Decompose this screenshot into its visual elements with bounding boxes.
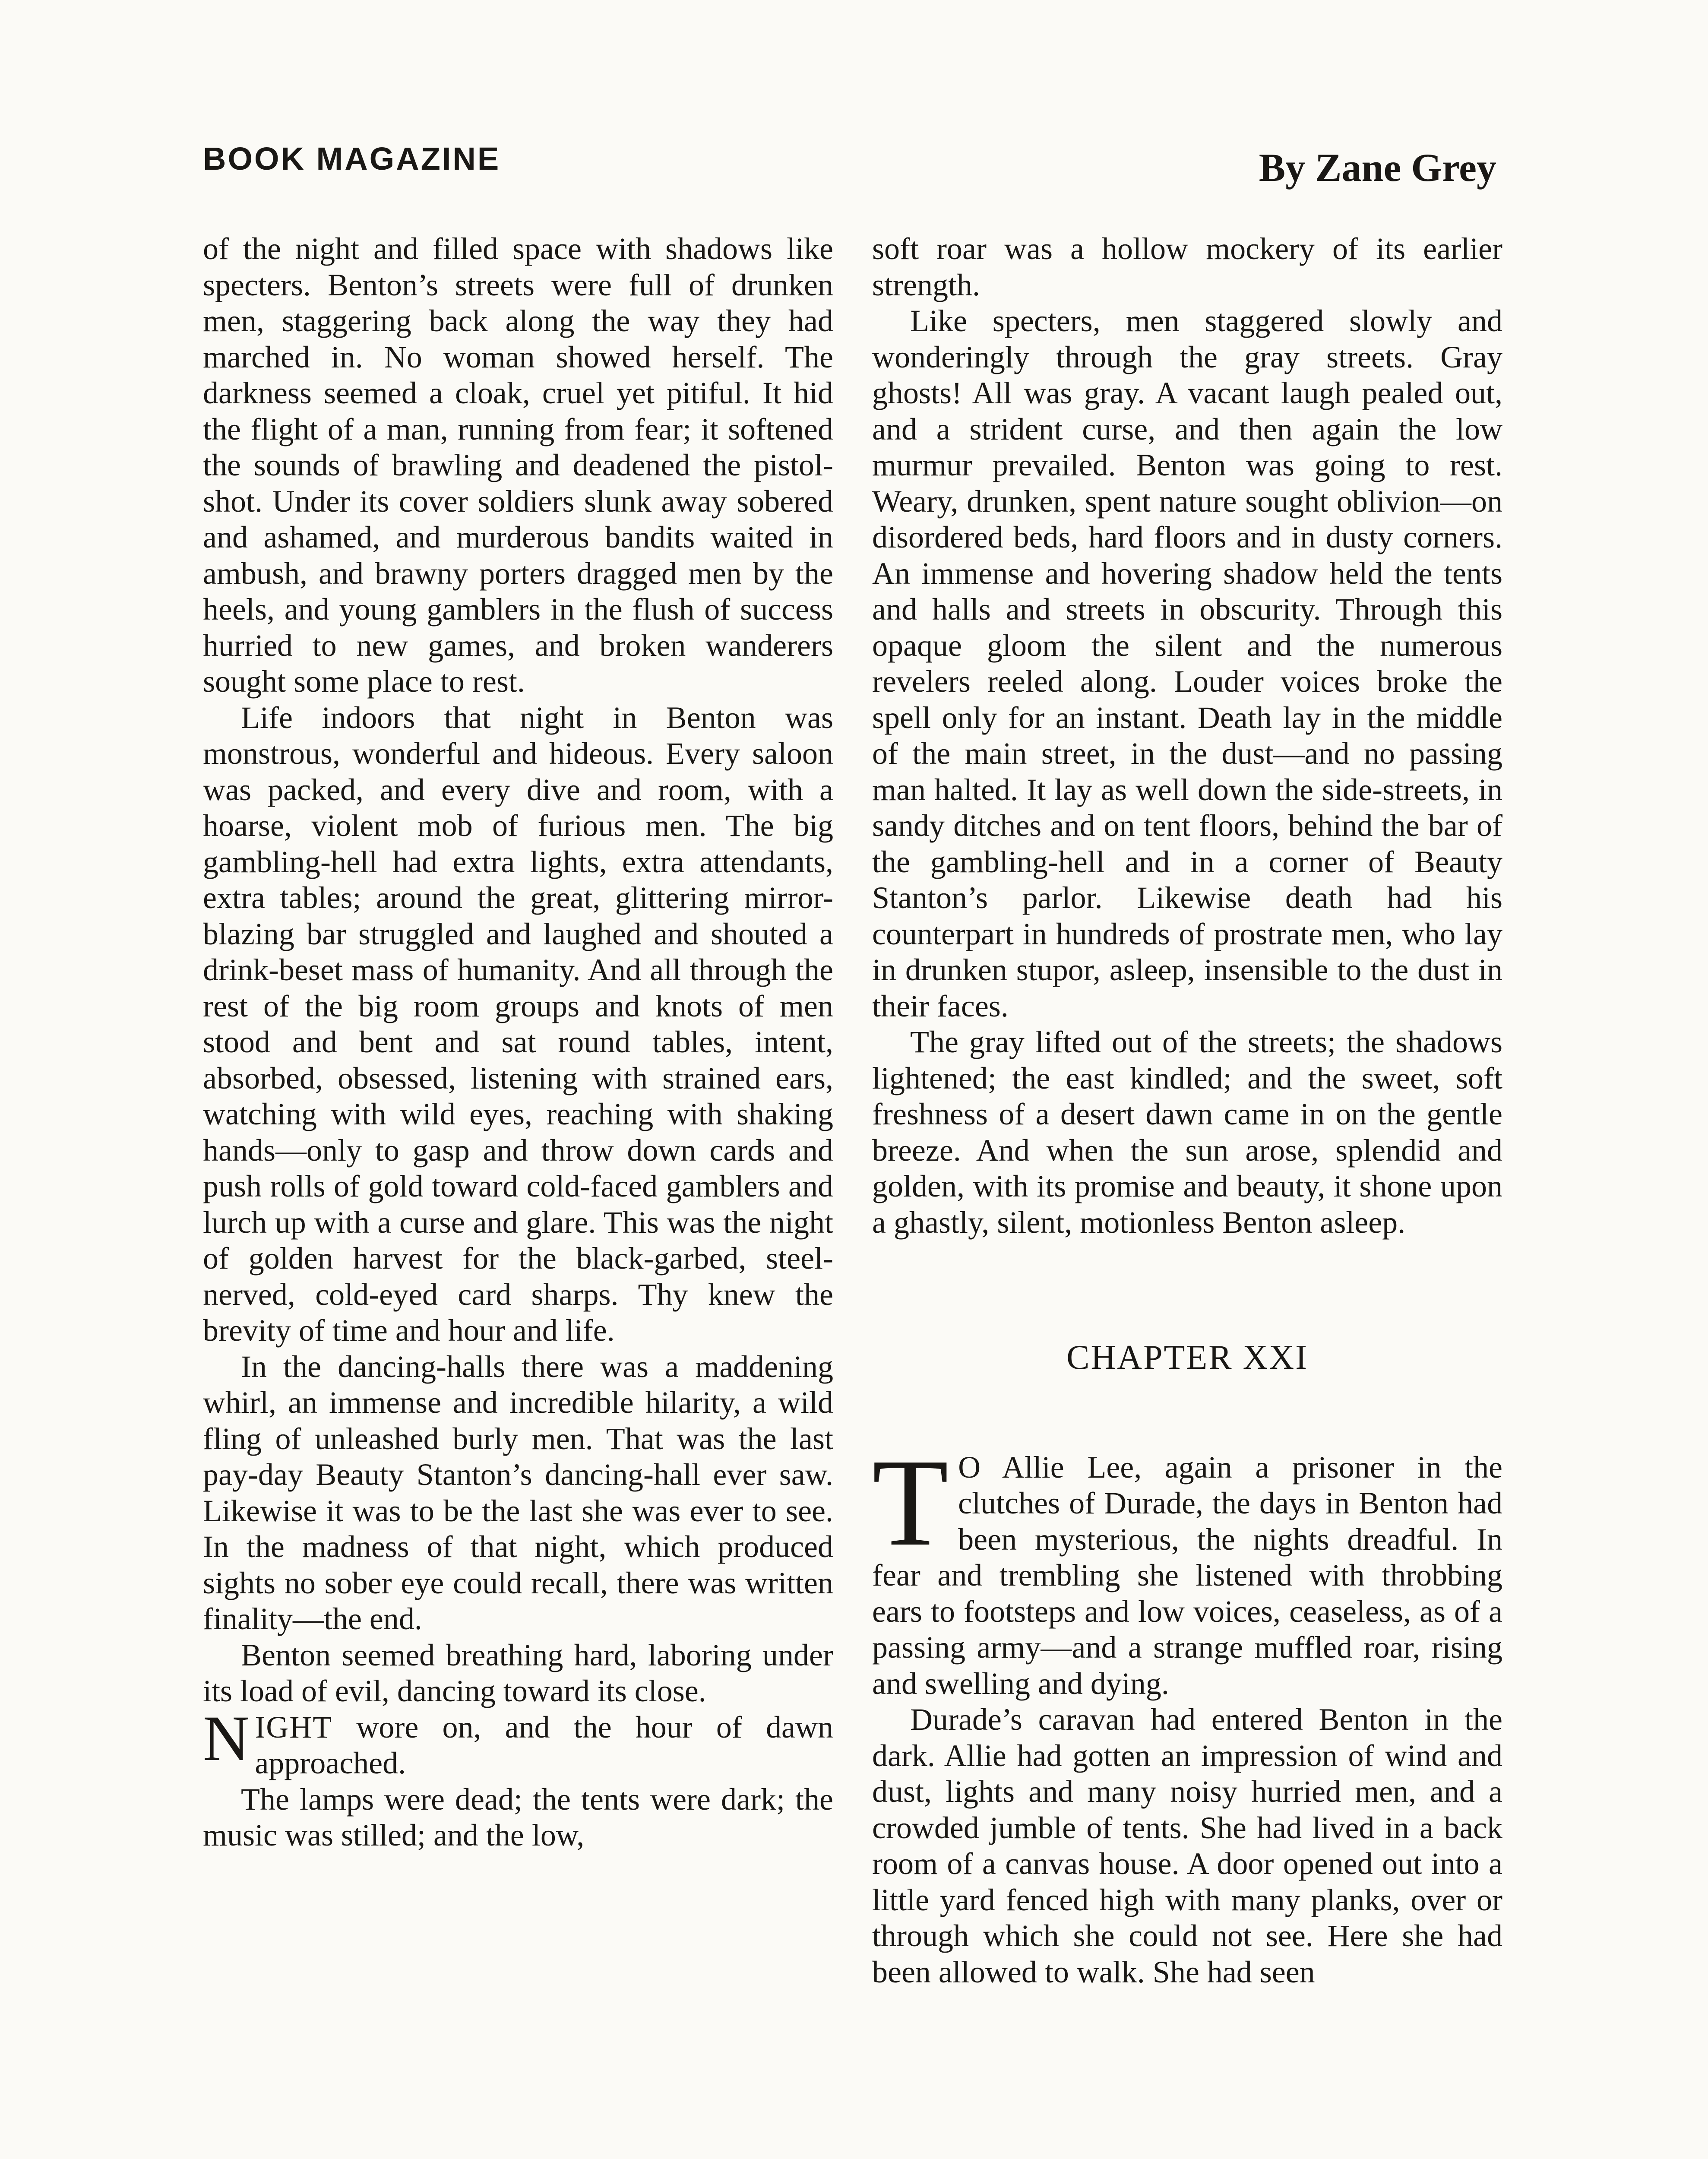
chapter-opening-paragraph xyxy=(872,1433,1502,1702)
right-column xyxy=(872,231,1502,1990)
drop-cap: T xyxy=(872,1433,949,1572)
paragraph: Like specters, men staggered slowly and wonderingly through the gray streets. Gray ghosts! All was gray. A vacant laugh pealed out, and a strident curse, and then again the low murmur prevailed. Benton was going to rest. Weary, drunken, spent nature sought oblivion—on disordered beds, hard floors and in dusty corners. An immense and hovering shadow held the tents and halls and streets in obscurity. Through this opaque gloom the silent and the numerous revelers reeled along. Louder voices broke the spell only for an instant. Death lay in the middle of the main street, in the dust—and no passing man halted. It lay as well down the side-streets, in sandy ditches and on tent floors, behind the bar of the gambling-hell and in a corner of Beauty Stanton’s parlor. Likewise death had his counterpart in hundreds of prostrate men, who lay in drunken stupor, asleep, insensible to the dust in their faces. xyxy=(872,304,1502,1023)
left-column xyxy=(203,231,833,1854)
paragraph: In the dancing-halls there was a maddening whirl, an immense and incredible hilarity, a wild fling of unleashed burly men. That was the last pay-day Beauty Stanton’s dancing-hall ever saw. Likewise it was to be the last she was ever to see. In the madness of that night, which produced sights no sober eye could recall, there was written finality—the end. xyxy=(203,1349,833,1636)
paragraph: soft roar was a hollow mockery of its earlier strength. xyxy=(872,231,1502,302)
paragraph: of the night and filled space with shadows like specters. Benton’s streets were full of drunken men, staggering back along the way they had marched in. No woman showed herself. The darkness seemed a cloak, cruel yet pitiful. It hid the flight of a man, running from fear; it softened the sounds of brawling and deadened the pistol-shot. Under its cover soldiers slunk away sobered and ashamed, and murderous bandits waited in ambush, and brawny porters dragged men by the heels, and young gamblers in the flush of success hurried to new games, and broken wanderers sought some place to rest. xyxy=(203,231,833,699)
small-caps-lead: IGHT xyxy=(255,1709,333,1744)
paragraph-text: wore on, and the hour of dawn approached. xyxy=(255,1709,833,1780)
drop-cap: N xyxy=(203,1702,250,1774)
paragraph-text: O Allie Lee, again a prisoner in the clutches of Durade, the days in Benton had been mysterious, the nights dreadful. In fear and trembling she listened with throbbing ears to footsteps and low voices, ceaseless, as of a passing army—and a strange muffled roar, rising and swelling and dying. xyxy=(872,1450,1502,1701)
paragraph: Durade’s caravan had entered Benton in the dark. Allie had gotten an impression of wind and dust, lights and many noisy hurried men, and a crowded jumble of tents. She had lived in a back room of a canvas house. A door opened out into a little yard fenced high with many planks, over or through which she could not see. Here she had been allowed to walk. She had seen xyxy=(872,1702,1502,1989)
section-opening-paragraph xyxy=(203,1702,833,1782)
chapter-heading: CHAPTER XXI xyxy=(1066,1339,1308,1377)
author-byline: By Zane Grey xyxy=(1259,146,1496,190)
paragraph: The lamps were dead; the tents were dark; the music was stilled; and the low, xyxy=(203,1782,833,1852)
paragraph: Benton seemed breathing hard, laboring under its load of evil, dancing toward its close. xyxy=(203,1637,833,1708)
magazine-title: BOOK MAGAZINE xyxy=(203,141,501,177)
paragraph: Life indoors that night in Benton was monstrous, wonderful and hideous. Every saloon was packed, and every dive and room, with a hoarse, violent mob of furious men. The big gambling-hell had extra lights, extra attendants, extra tables; around the great, glittering mirror-blazing bar struggled and laughed and shouted a drink-beset mass of humanity. And all through the rest of the big room groups and knots of men stood and bent and sat round tables, intent, absorbed, obsessed, listening with strained ears, watching with wild eyes, reaching with shaking hands—only to gasp and throw down cards and push rolls of gold toward cold-faced gamblers and lurch up with a curse and glare. This was the night of golden harvest for the black-garbed, steel-nerved, cold-eyed card sharps. Thy knew the brevity of time and hour and life. xyxy=(203,700,833,1348)
paragraph: The gray lifted out of the streets; the shadows lightened; the east kindled; and the sweet, soft freshness of a desert dawn came in on the gentle breeze. And when the sun arose, splendid and golden, with its promise and beauty, it shone upon a ghastly, silent, motionless Benton asleep. xyxy=(872,1025,1502,1240)
